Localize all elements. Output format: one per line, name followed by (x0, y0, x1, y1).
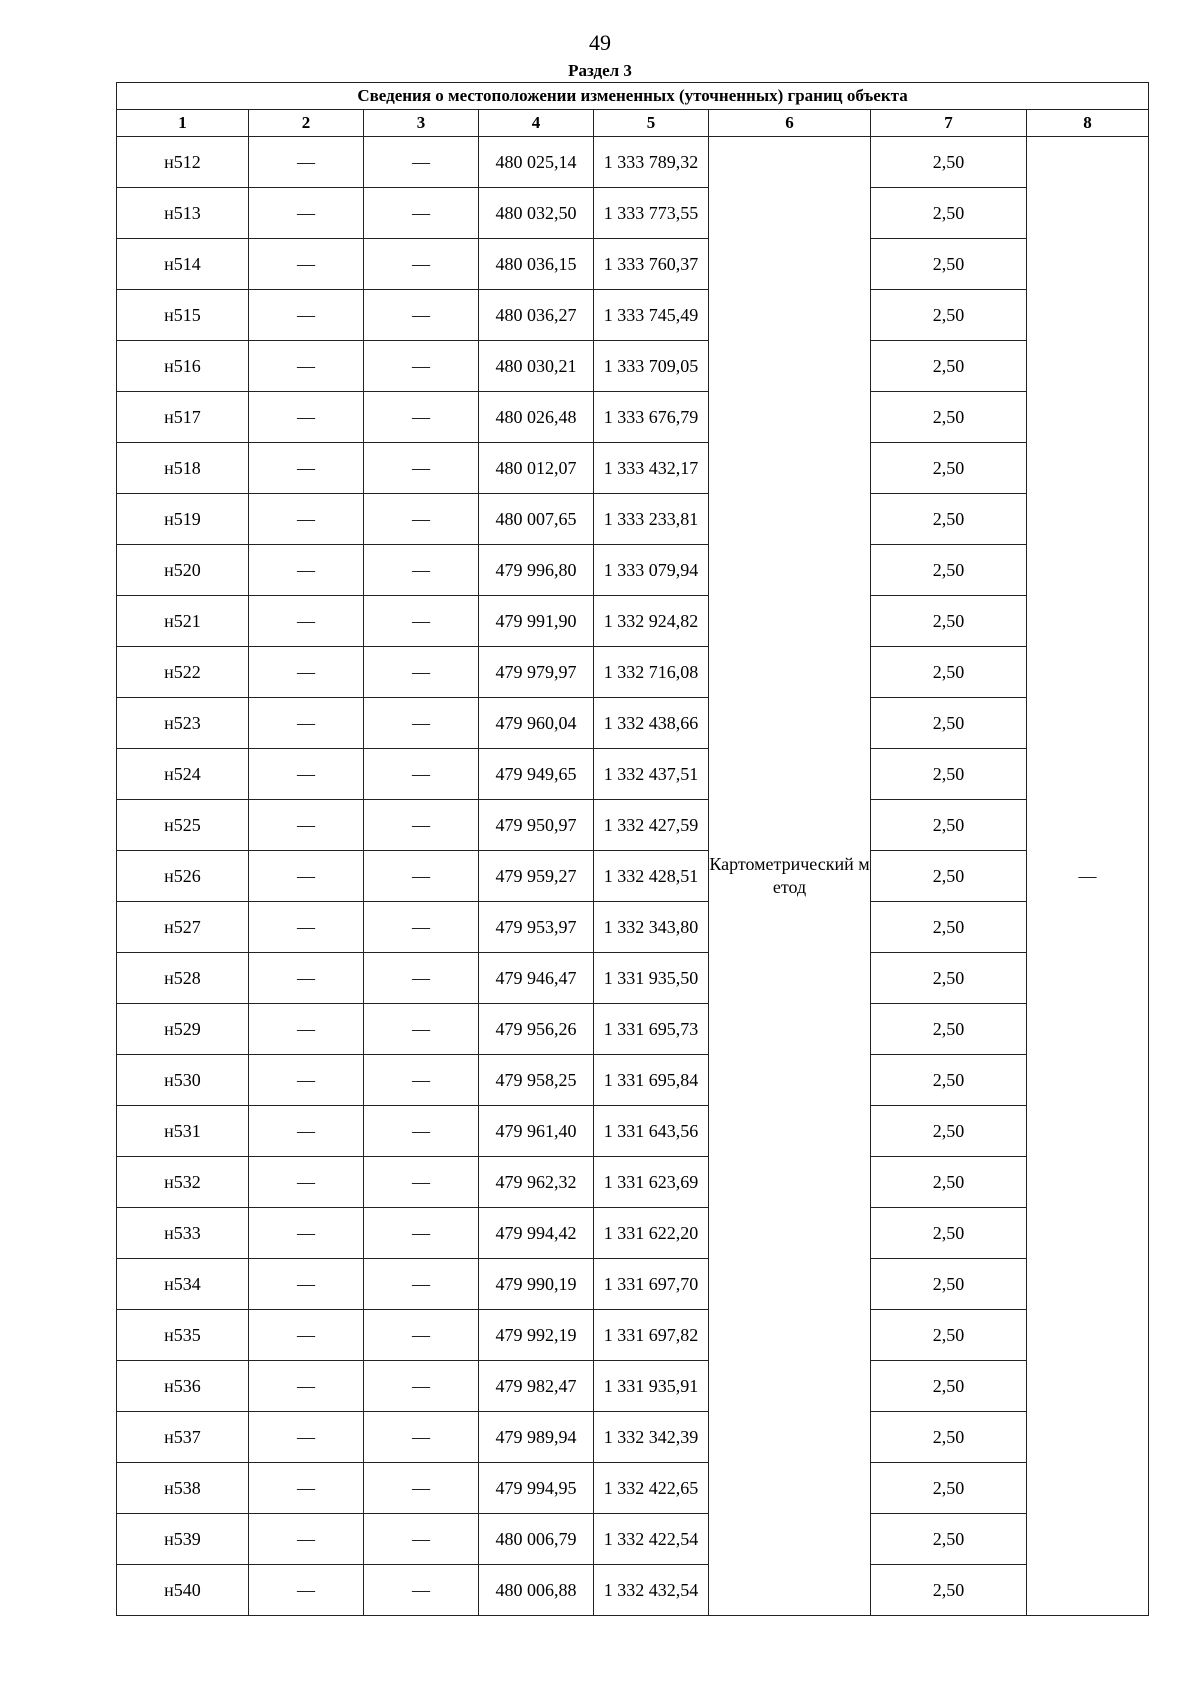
x-coordinate: 479 962,32 (479, 1157, 594, 1208)
x-coordinate: 480 006,88 (479, 1565, 594, 1616)
x-coordinate: 479 961,40 (479, 1106, 594, 1157)
point-number: н516 (117, 341, 249, 392)
column-2-value: — (249, 647, 364, 698)
table-body (117, 137, 1149, 1616)
column-3-value: — (364, 1106, 479, 1157)
column-2-value: — (249, 749, 364, 800)
x-coordinate: 480 036,27 (479, 290, 594, 341)
x-coordinate: 479 960,04 (479, 698, 594, 749)
point-number: н540 (117, 1565, 249, 1616)
table-row (117, 596, 1149, 647)
column-2-value: — (249, 137, 364, 188)
x-coordinate: 480 007,65 (479, 494, 594, 545)
y-coordinate: 1 332 437,51 (594, 749, 709, 800)
column-2-value: — (249, 341, 364, 392)
column-3-value: — (364, 1565, 479, 1616)
precision-value: 2,50 (871, 494, 1027, 545)
x-coordinate: 479 958,25 (479, 1055, 594, 1106)
table-row (117, 1565, 1149, 1616)
column-3-value: — (364, 1361, 479, 1412)
column-3-value: — (364, 1514, 479, 1565)
column-3-value: — (364, 647, 479, 698)
table-caption: Сведения о местоположении измененных (уточненных) границ объекта (117, 83, 1149, 110)
precision-value: 2,50 (871, 1259, 1027, 1310)
x-coordinate: 479 982,47 (479, 1361, 594, 1412)
y-coordinate: 1 332 422,65 (594, 1463, 709, 1514)
x-coordinate: 479 959,27 (479, 851, 594, 902)
x-coordinate: 479 953,97 (479, 902, 594, 953)
y-coordinate: 1 332 343,80 (594, 902, 709, 953)
x-coordinate: 479 956,26 (479, 1004, 594, 1055)
point-number: н531 (117, 1106, 249, 1157)
column-2-value: — (249, 902, 364, 953)
column-number: 3 (364, 110, 479, 137)
column-3-value: — (364, 545, 479, 596)
precision-value: 2,50 (871, 1514, 1027, 1565)
column-2-value: — (249, 1157, 364, 1208)
column-number: 8 (1027, 110, 1149, 137)
page-number: 49 (589, 30, 611, 55)
point-number: н514 (117, 239, 249, 290)
table-row (117, 749, 1149, 800)
x-coordinate: 480 025,14 (479, 137, 594, 188)
column-3-value: — (364, 392, 479, 443)
point-number: н524 (117, 749, 249, 800)
column-2-value: — (249, 1565, 364, 1616)
point-number: н529 (117, 1004, 249, 1055)
y-coordinate: 1 331 697,82 (594, 1310, 709, 1361)
column-3-value: — (364, 902, 479, 953)
y-coordinate: 1 331 697,70 (594, 1259, 709, 1310)
column-2-value: — (249, 1259, 364, 1310)
column-2-value: — (249, 1412, 364, 1463)
x-coordinate: 479 989,94 (479, 1412, 594, 1463)
column-2-value: — (249, 1208, 364, 1259)
table-row (117, 137, 1149, 188)
column-3-value: — (364, 953, 479, 1004)
table-row (117, 698, 1149, 749)
point-number: н530 (117, 1055, 249, 1106)
column-2-value: — (249, 1004, 364, 1055)
column-2-value: — (249, 1361, 364, 1412)
point-number: н523 (117, 698, 249, 749)
y-coordinate: 1 333 709,05 (594, 341, 709, 392)
column-3-value: — (364, 1004, 479, 1055)
point-number: н517 (117, 392, 249, 443)
column-2-value: — (249, 1106, 364, 1157)
precision-value: 2,50 (871, 1361, 1027, 1412)
x-coordinate: 479 950,97 (479, 800, 594, 851)
x-coordinate: 479 992,19 (479, 1310, 594, 1361)
precision-value: 2,50 (871, 188, 1027, 239)
precision-value: 2,50 (871, 545, 1027, 596)
table-row (117, 1514, 1149, 1565)
column-number: 5 (594, 110, 709, 137)
column-3-value: — (364, 1412, 479, 1463)
precision-value: 2,50 (871, 239, 1027, 290)
x-coordinate: 479 994,95 (479, 1463, 594, 1514)
y-coordinate: 1 332 422,54 (594, 1514, 709, 1565)
point-number: н525 (117, 800, 249, 851)
boundary-coordinates-table (116, 82, 1149, 1616)
x-coordinate: 479 946,47 (479, 953, 594, 1004)
column-2-value: — (249, 545, 364, 596)
y-coordinate: 1 332 342,39 (594, 1412, 709, 1463)
y-coordinate: 1 333 079,94 (594, 545, 709, 596)
point-number: н533 (117, 1208, 249, 1259)
column-3-value: — (364, 698, 479, 749)
precision-value: 2,50 (871, 1565, 1027, 1616)
y-coordinate: 1 333 773,55 (594, 188, 709, 239)
precision-value: 2,50 (871, 341, 1027, 392)
point-number: н518 (117, 443, 249, 494)
column-3-value: — (364, 341, 479, 392)
table-row (117, 851, 1149, 902)
column-3-value: — (364, 1463, 479, 1514)
table-row (117, 1412, 1149, 1463)
y-coordinate: 1 333 432,17 (594, 443, 709, 494)
column-number: 6 (709, 110, 871, 137)
y-coordinate: 1 333 760,37 (594, 239, 709, 290)
precision-value: 2,50 (871, 392, 1027, 443)
precision-value: 2,50 (871, 851, 1027, 902)
column-3-value: — (364, 290, 479, 341)
column-2-value: — (249, 596, 364, 647)
x-coordinate: 480 030,21 (479, 341, 594, 392)
y-coordinate: 1 332 427,59 (594, 800, 709, 851)
y-coordinate: 1 331 935,50 (594, 953, 709, 1004)
column-3-value: — (364, 1208, 479, 1259)
column-3-value: — (364, 1157, 479, 1208)
precision-value: 2,50 (871, 1004, 1027, 1055)
column-2-value: — (249, 1310, 364, 1361)
column-3-value: — (364, 749, 479, 800)
column-3-value: — (364, 851, 479, 902)
column-2-value: — (249, 188, 364, 239)
section-title: Раздел 3 (568, 61, 632, 80)
y-coordinate: 1 331 643,56 (594, 1106, 709, 1157)
table-row (117, 1310, 1149, 1361)
x-coordinate: 479 990,19 (479, 1259, 594, 1310)
y-coordinate: 1 332 432,54 (594, 1565, 709, 1616)
table-row (117, 1361, 1149, 1412)
precision-value: 2,50 (871, 749, 1027, 800)
column-2-value: — (249, 1463, 364, 1514)
x-coordinate: 479 996,80 (479, 545, 594, 596)
point-number: н527 (117, 902, 249, 953)
y-coordinate: 1 331 695,84 (594, 1055, 709, 1106)
column-2-value: — (249, 443, 364, 494)
column-3-value: — (364, 443, 479, 494)
column-3-value: — (364, 494, 479, 545)
column-number-row (117, 110, 1149, 137)
table-row (117, 1463, 1149, 1514)
x-coordinate: 479 949,65 (479, 749, 594, 800)
y-coordinate: 1 331 622,20 (594, 1208, 709, 1259)
point-number: н534 (117, 1259, 249, 1310)
column-number: 2 (249, 110, 364, 137)
point-number: н535 (117, 1310, 249, 1361)
table-row (117, 800, 1149, 851)
precision-value: 2,50 (871, 290, 1027, 341)
point-number: н520 (117, 545, 249, 596)
table-row (117, 1259, 1149, 1310)
point-number: н519 (117, 494, 249, 545)
y-coordinate: 1 333 233,81 (594, 494, 709, 545)
table-row (117, 902, 1149, 953)
table-row (117, 341, 1149, 392)
column-2-value: — (249, 1055, 364, 1106)
x-coordinate: 480 006,79 (479, 1514, 594, 1565)
column-number: 4 (479, 110, 594, 137)
table-row (117, 1208, 1149, 1259)
precision-value: 2,50 (871, 596, 1027, 647)
x-coordinate: 480 012,07 (479, 443, 594, 494)
point-number: н522 (117, 647, 249, 698)
table-row (117, 392, 1149, 443)
table-row (117, 290, 1149, 341)
precision-value: 2,50 (871, 800, 1027, 851)
column-8-value: — (1027, 137, 1149, 1616)
column-3-value: — (364, 596, 479, 647)
precision-value: 2,50 (871, 647, 1027, 698)
x-coordinate: 480 036,15 (479, 239, 594, 290)
precision-value: 2,50 (871, 443, 1027, 494)
column-3-value: — (364, 137, 479, 188)
table-row (117, 239, 1149, 290)
point-number: н515 (117, 290, 249, 341)
x-coordinate: 480 032,50 (479, 188, 594, 239)
table-row (117, 188, 1149, 239)
y-coordinate: 1 331 935,91 (594, 1361, 709, 1412)
x-coordinate: 479 994,42 (479, 1208, 594, 1259)
point-number: н526 (117, 851, 249, 902)
y-coordinate: 1 331 623,69 (594, 1157, 709, 1208)
y-coordinate: 1 331 695,73 (594, 1004, 709, 1055)
column-2-value: — (249, 851, 364, 902)
column-number: 7 (871, 110, 1027, 137)
y-coordinate: 1 332 428,51 (594, 851, 709, 902)
column-2-value: — (249, 698, 364, 749)
column-3-value: — (364, 239, 479, 290)
method-cell: Картометрический метод (709, 137, 871, 1616)
table-row (117, 443, 1149, 494)
column-2-value: — (249, 800, 364, 851)
column-3-value: — (364, 188, 479, 239)
y-coordinate: 1 332 716,08 (594, 647, 709, 698)
column-2-value: — (249, 494, 364, 545)
precision-value: 2,50 (871, 902, 1027, 953)
table-row (117, 494, 1149, 545)
column-2-value: — (249, 953, 364, 1004)
precision-value: 2,50 (871, 1208, 1027, 1259)
table-row (117, 1055, 1149, 1106)
point-number: н536 (117, 1361, 249, 1412)
column-3-value: — (364, 1259, 479, 1310)
precision-value: 2,50 (871, 1157, 1027, 1208)
precision-value: 2,50 (871, 698, 1027, 749)
point-number: н512 (117, 137, 249, 188)
point-number: н513 (117, 188, 249, 239)
precision-value: 2,50 (871, 953, 1027, 1004)
y-coordinate: 1 333 745,49 (594, 290, 709, 341)
point-number: н538 (117, 1463, 249, 1514)
table-row (117, 545, 1149, 596)
column-3-value: — (364, 1055, 479, 1106)
precision-value: 2,50 (871, 1055, 1027, 1106)
x-coordinate: 479 979,97 (479, 647, 594, 698)
x-coordinate: 479 991,90 (479, 596, 594, 647)
precision-value: 2,50 (871, 1310, 1027, 1361)
column-2-value: — (249, 392, 364, 443)
precision-value: 2,50 (871, 1106, 1027, 1157)
column-3-value: — (364, 800, 479, 851)
point-number: н528 (117, 953, 249, 1004)
y-coordinate: 1 333 676,79 (594, 392, 709, 443)
precision-value: 2,50 (871, 137, 1027, 188)
column-number: 1 (117, 110, 249, 137)
table-row (117, 647, 1149, 698)
column-2-value: — (249, 290, 364, 341)
precision-value: 2,50 (871, 1463, 1027, 1514)
table-row (117, 953, 1149, 1004)
column-3-value: — (364, 1310, 479, 1361)
point-number: н521 (117, 596, 249, 647)
point-number: н532 (117, 1157, 249, 1208)
y-coordinate: 1 333 789,32 (594, 137, 709, 188)
point-number: н539 (117, 1514, 249, 1565)
precision-value: 2,50 (871, 1412, 1027, 1463)
table-row (117, 1157, 1149, 1208)
column-2-value: — (249, 1514, 364, 1565)
column-2-value: — (249, 239, 364, 290)
y-coordinate: 1 332 924,82 (594, 596, 709, 647)
y-coordinate: 1 332 438,66 (594, 698, 709, 749)
table-row (117, 1004, 1149, 1055)
point-number: н537 (117, 1412, 249, 1463)
x-coordinate: 480 026,48 (479, 392, 594, 443)
table-row (117, 1106, 1149, 1157)
